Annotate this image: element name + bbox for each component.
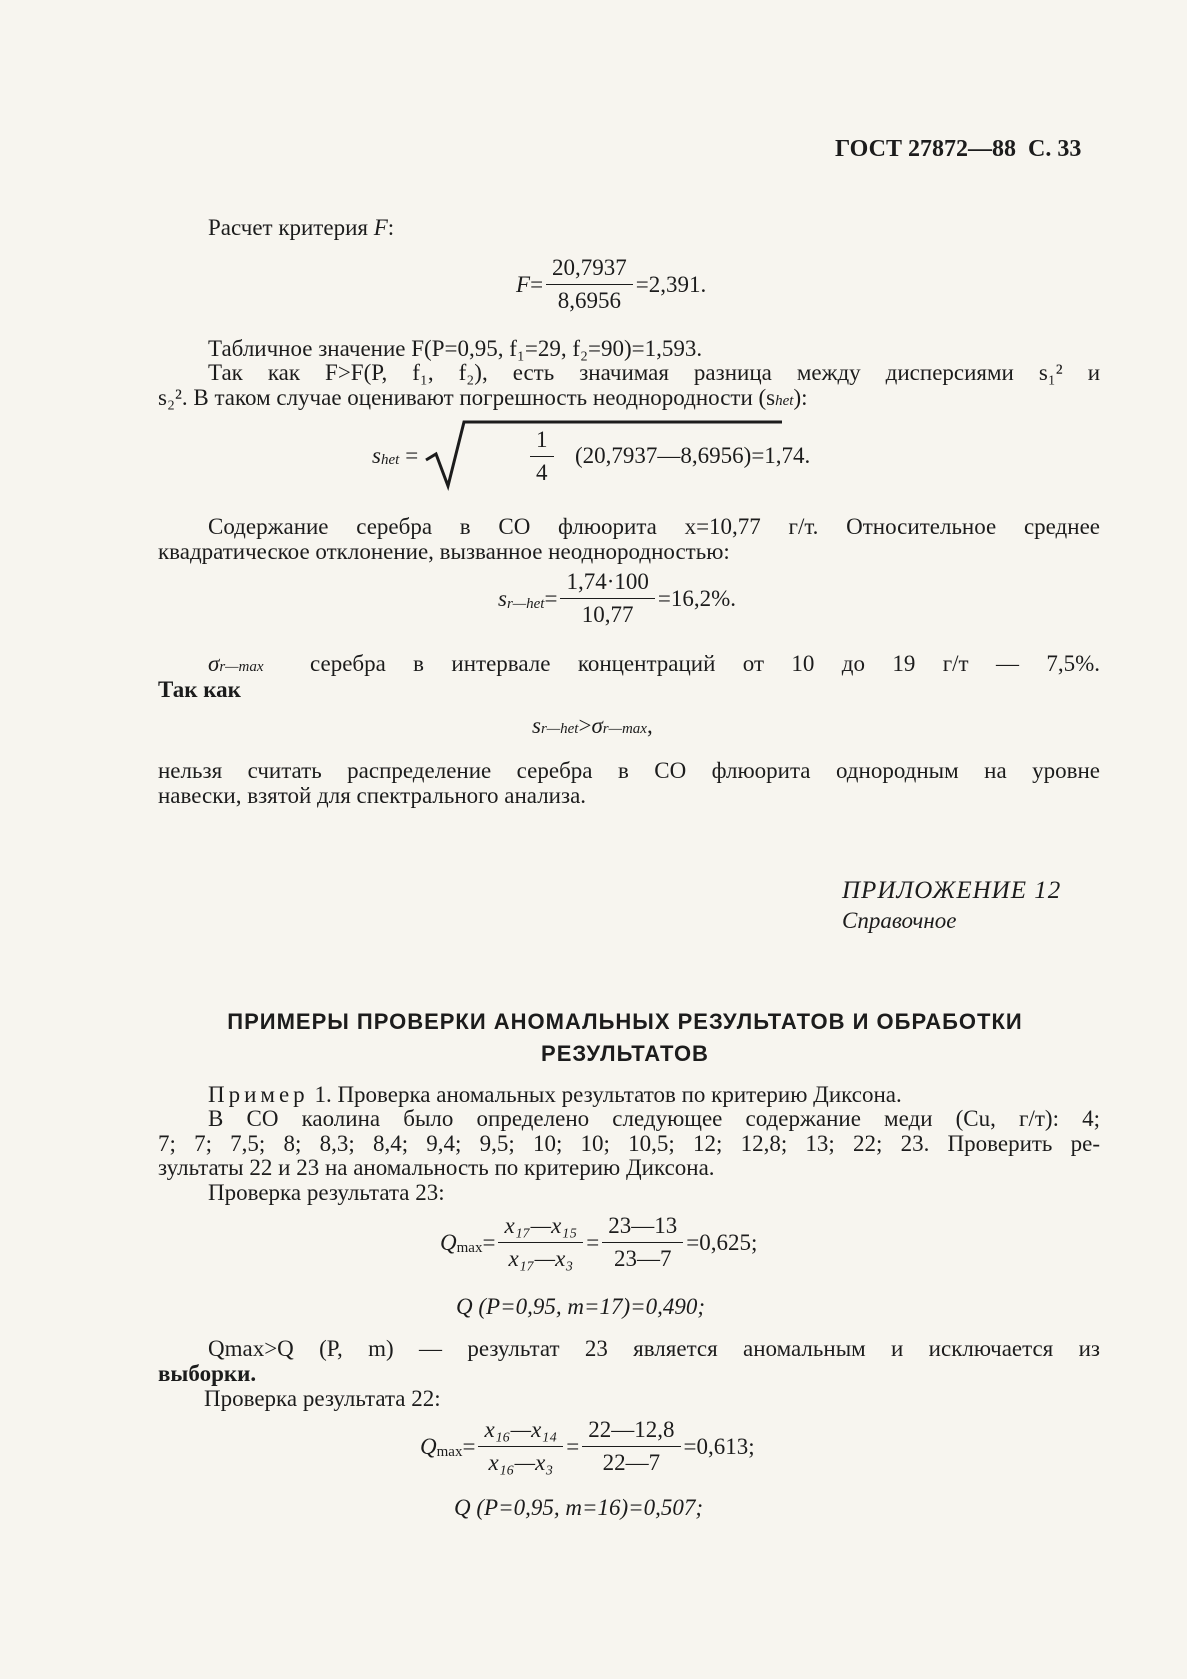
srhet-formula: s r—het = $\frac{1,74\cdot 100}{10,77}$ =16,2%.	[498, 569, 736, 627]
gost-number: ГОСТ 27872—88	[835, 136, 1016, 162]
q23-critical: Q (P=0,95, m=17)=0,490;	[456, 1294, 706, 1319]
silver-line-2: квадратическое отклонение, вызванное неоднородностью:	[158, 539, 730, 564]
example-line: Пример 1. Проверка аномальных результатов по критерию Диксона.	[208, 1082, 902, 1107]
since-line-1: Так как F>F(P, f₁, f₂), есть значимая разница между дисперсиями s₁² и	[208, 360, 1100, 385]
q22-fraction-symbolic: $\frac{\text{x₁₆—x₁₄}}{\text{x₁₆—x₃}}$	[478, 1416, 563, 1477]
kaolin-line-2: 7; 7; 7,5; 8; 8,3; 8,4; 9,4; 9,5; 10; 10; 10,5; 12; 12,8; 13; 22; 23. Проверить ре-	[158, 1131, 1100, 1156]
section-title: ПРИМЕРЫ ПРОВЕРКИ АНОМАЛЬНЫХ РЕЗУЛЬТАТОВ И ОБРАБОТКИ РЕЗУЛЬТАТОВ	[227, 1009, 1023, 1066]
table-value-line: Табличное значение F(P=0,95, f₁=29, f₂=90)=1,593.	[208, 336, 703, 361]
appendix-subtitle: Справочное	[842, 908, 957, 933]
anomaly-line-2: выборки.	[158, 1361, 257, 1386]
q22-formula: Q max = $\frac{\text{x₁₆—x₁₄}}{\text{x₁₆—x₃}}$ = $\frac{22—12,8}{22—7}$ =0,613;	[420, 1417, 755, 1475]
page-header	[835, 136, 1081, 163]
anomaly-line-1: Qmax>Q (P, m) — результат 23 является аномальным и исключается из	[208, 1336, 1100, 1361]
kaolin-line-1: В СО каолина было определено следующее содержание меди (Cu, г/т): 4;	[208, 1106, 1100, 1131]
f-criterion-formula: F = $\frac{20,7937}{8,6956}$ =2,391.	[516, 255, 707, 313]
appendix-title: ПРИЛОЖЕНИЕ 12	[842, 877, 1062, 904]
check-22: Проверка результата 22:	[204, 1386, 441, 1411]
q23-formula: Q max = $\frac{\text{x₁₇—x₁₅}}{\text{x₁₇—x₃}}$ = $\frac{23—13}{23—7}$ =0,625;	[440, 1213, 758, 1271]
since-2: Так как	[158, 677, 241, 702]
f-fraction: $\frac{20,7937}{8,6956}$	[546, 254, 633, 315]
since-line-2: s₂². В таком случае оценивают погрешность неоднородности (shet):	[158, 385, 808, 410]
srhet-fraction: $\frac{1,74\cdot 100}{10,77}$	[560, 568, 654, 629]
check-23: Проверка результата 23:	[208, 1180, 445, 1205]
q22-critical: Q (P=0,95, m=16)=0,507;	[454, 1495, 704, 1520]
q23-fraction-symbolic: $\frac{\text{x₁₇—x₁₅}}{\text{x₁₇—x₃}}$	[498, 1212, 583, 1273]
inequality: sr—het>σr—max,	[532, 713, 653, 738]
silver-line-1: Содержание серебра в СО флюорита x=10,77 г/т. Относительное среднее	[208, 514, 1100, 539]
shet-fraction: $\frac{1}{4}$	[530, 426, 554, 487]
page-number: С. 33	[1027, 136, 1082, 162]
conclusion-line-1: нельзя считать распределение серебра в СО флюорита однородным на уровне	[158, 758, 1100, 783]
sigma-line: σr—max серебра в интервале концентраций от 10 до 19 г/т — 7,5%.	[208, 651, 1100, 676]
conclusion-line-2: навески, взятой для спектрального анализа.	[158, 783, 587, 808]
shet-formula: s het = $\frac{1}{4}$ (20,7937—8,6956)=1,74.	[372, 420, 784, 492]
q22-fraction-numeric: $\frac{22—12,8}{22—7}$	[582, 1416, 680, 1477]
q23-fraction-numeric: $\frac{23—13}{23—7}$	[602, 1212, 683, 1273]
f-criterion-intro: Расчет критерия F:	[208, 215, 395, 240]
kaolin-line-3: зультаты 22 и 23 на аномальность по критерию Диксона.	[158, 1155, 715, 1180]
